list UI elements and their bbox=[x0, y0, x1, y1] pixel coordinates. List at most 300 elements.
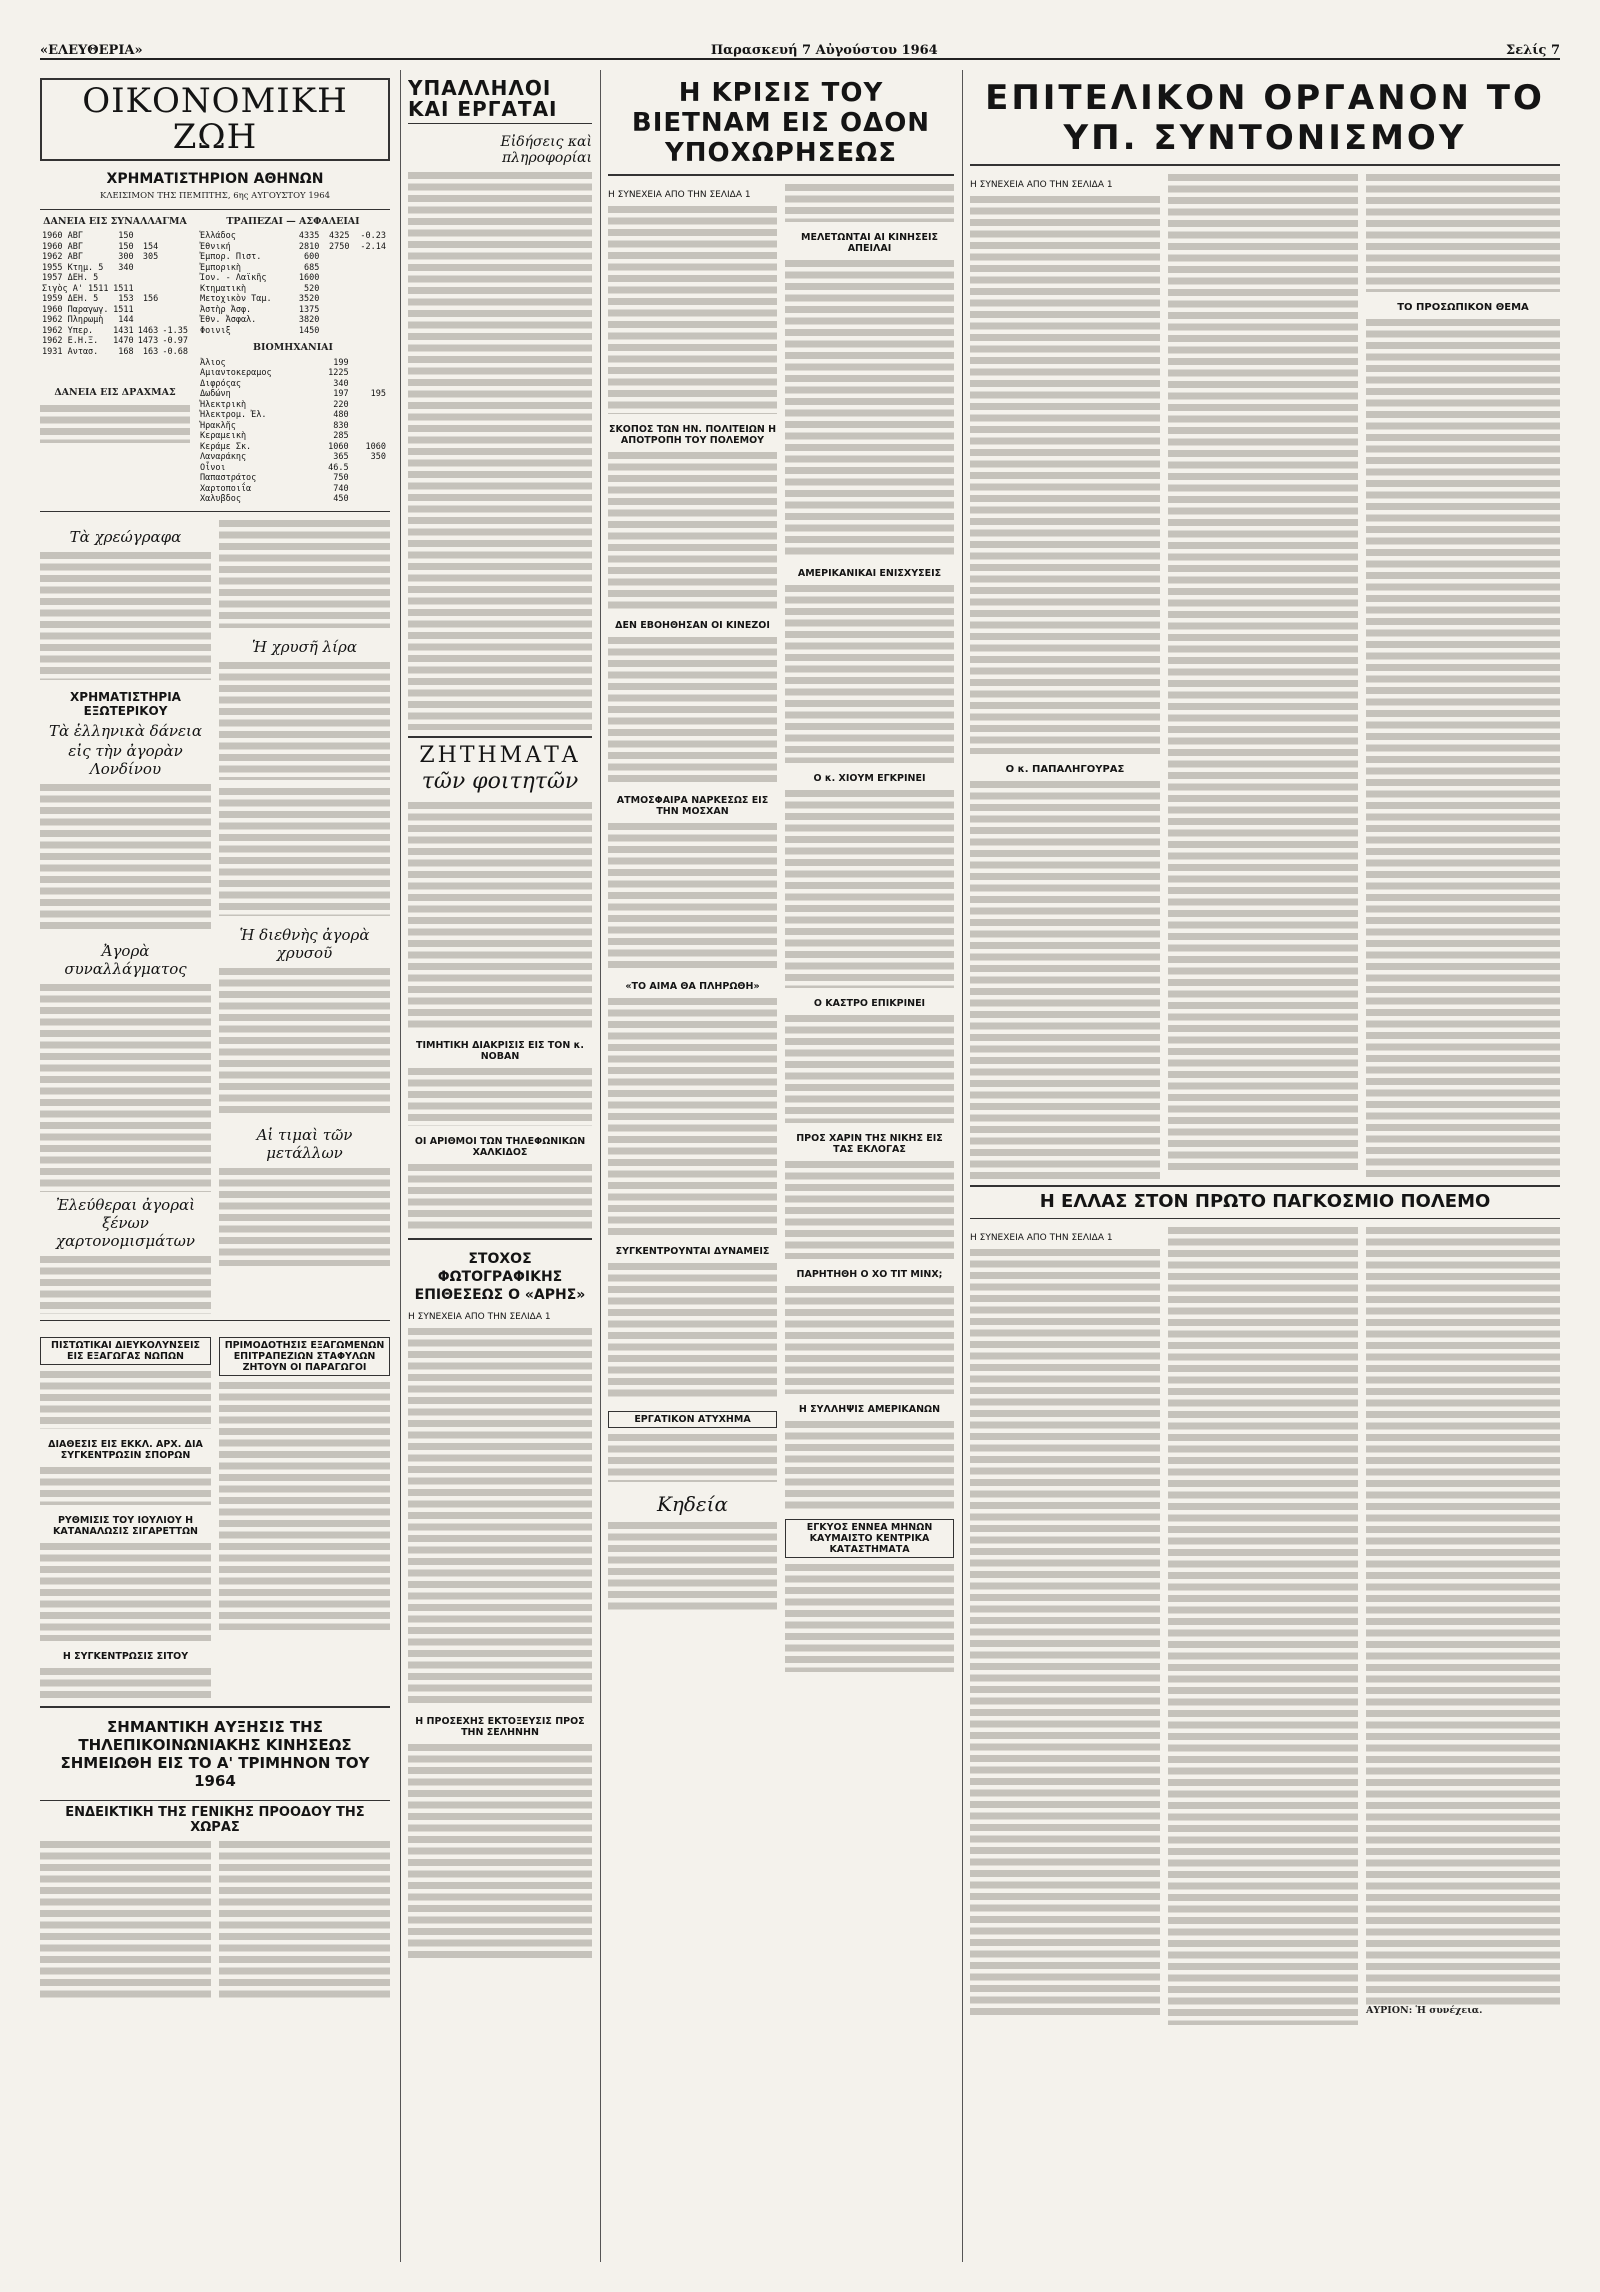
coordination-col-3 bbox=[1366, 172, 1560, 1179]
loans-cell: -0.68 bbox=[162, 346, 188, 357]
funeral-text bbox=[608, 1520, 777, 1610]
loans-row bbox=[40, 294, 190, 305]
london-text bbox=[40, 782, 211, 932]
industry-cell bbox=[351, 473, 388, 484]
coordination-continued: Η ΣΥΝΕΧΕΙΑ ΑΠΟ ΤΗΝ ΣΕΛΙΔΑ 1 bbox=[970, 180, 1113, 190]
vietnam-text-5 bbox=[608, 996, 777, 1236]
industry-row bbox=[198, 431, 388, 442]
vietnam-col-right bbox=[785, 182, 954, 1672]
vietnam-text-9 bbox=[785, 583, 954, 763]
accident-text bbox=[608, 1432, 777, 1482]
vietnam-col-left bbox=[608, 182, 777, 1672]
continued-marker: Η ΣΥΝΕΧΕΙΑ ΑΠΟ ΤΗΝ ΣΕΛΙΔΑ 1 bbox=[408, 1312, 551, 1323]
coordination-text-5 bbox=[1366, 317, 1560, 1177]
industry-cell: Ἠλεκτρομ. Ἐλ. bbox=[200, 410, 267, 421]
loans-cell: 1962 Πληρωμὴ bbox=[42, 315, 104, 326]
loans-cell: 1931 Αντασ. bbox=[42, 346, 99, 357]
industry-row bbox=[198, 410, 388, 421]
page-masthead bbox=[40, 18, 1560, 60]
banks-cell: 1375 bbox=[298, 304, 320, 315]
industry-row bbox=[198, 442, 388, 453]
loans-cell: 1470 bbox=[113, 336, 134, 347]
industry-cell bbox=[351, 358, 388, 369]
banks-row bbox=[198, 242, 388, 253]
exchange-title: ΧΡΗΜΑΤΙΣΤΗΡΙΟΝ ΑΘΗΝΩΝ bbox=[106, 171, 324, 188]
industry-cell: 1060 bbox=[328, 441, 349, 452]
banks-cell bbox=[321, 273, 351, 284]
papaligouras-heading: Ο κ. ΠΑΠΑΛΗΓΟΥΡΑΣ bbox=[1005, 764, 1125, 775]
industry-cell: Ἡρακλῆς bbox=[200, 420, 236, 431]
loans-cell: 1960 ΑΒΓ bbox=[42, 241, 83, 252]
loans-cell: 1962 Ε.Η.Ξ. bbox=[42, 336, 99, 347]
banks-row bbox=[198, 326, 388, 337]
industry-row bbox=[198, 494, 388, 505]
loans-row bbox=[40, 315, 190, 326]
industry-cell: 750 bbox=[333, 473, 349, 484]
industry-row bbox=[198, 421, 388, 432]
page-number: Σελίς 7 bbox=[1506, 43, 1560, 58]
banks-header: ΤΡΑΠΕΖΑΙ — ΑΣΦΑΛΕΙΑΙ bbox=[226, 215, 360, 227]
banks-cell bbox=[321, 315, 351, 326]
vietnam-text-3 bbox=[608, 635, 777, 785]
loans-cell: 1960 ΑΒΓ bbox=[42, 231, 83, 242]
coordination-section bbox=[970, 78, 1560, 2278]
economy-title-box bbox=[40, 78, 390, 161]
export-text bbox=[219, 1380, 390, 1630]
metal-prices-heading: Αἱ τιμαὶ τῶν μετάλλων bbox=[256, 1125, 353, 1162]
loans-cell bbox=[160, 252, 190, 263]
banks-cell bbox=[321, 284, 351, 295]
loans-cell bbox=[136, 284, 161, 295]
industry-row bbox=[198, 379, 388, 390]
banks-cell: Κτηματικὴ bbox=[200, 283, 247, 294]
loans-cell: 340 bbox=[118, 262, 134, 273]
column-rule bbox=[600, 70, 601, 2262]
telecom-text-right bbox=[219, 1839, 390, 1999]
industry-cell: 46.5 bbox=[328, 462, 349, 473]
industries-table bbox=[198, 358, 388, 505]
vietnam-h2: ΔΕΝ ΕΒΟΗΘΗΣΑΝ ΟΙ ΚΙΝΕΖΟΙ bbox=[615, 620, 770, 631]
banks-row bbox=[198, 252, 388, 263]
industry-cell: Κεράμε Σκ. bbox=[200, 441, 252, 452]
student-issues-subtitle: τῶν φοιτητῶν bbox=[421, 769, 579, 795]
economy-right-col bbox=[219, 518, 390, 1314]
vietnam-section bbox=[608, 78, 954, 2278]
industry-cell bbox=[351, 463, 388, 474]
industry-cell: 350 bbox=[370, 452, 386, 463]
industry-cell: Παπαστράτος bbox=[200, 473, 257, 484]
loans-cell: 1463 bbox=[137, 325, 159, 336]
export-heading: ΠΡΙΜΟΔΟΤΗΣΙΣ ΕΞΑΓΩΜΕΝΩΝ ΕΠΙΤΡΑΠΕΖΙΩΝ ΣΤΑΦΥΛΩΝ ΖΗΤΟΥΝ ΟΙ ΠΑΡΑΓΩΓΟΙ bbox=[219, 1337, 390, 1376]
loans-row bbox=[40, 305, 190, 316]
banks-row bbox=[198, 273, 388, 284]
vietnam-text-8 bbox=[785, 258, 954, 558]
industry-cell: 1225 bbox=[328, 368, 349, 379]
loans-cell bbox=[160, 305, 190, 316]
industry-row bbox=[198, 368, 388, 379]
industry-cell: Δωδώνη bbox=[200, 389, 231, 400]
banks-cell bbox=[352, 326, 388, 337]
market-tables bbox=[40, 216, 390, 505]
industry-row bbox=[198, 484, 388, 495]
banks-cell: Μετοχικὸν Ταμ. bbox=[200, 294, 272, 305]
banks-cell: 2810 bbox=[298, 241, 320, 252]
employees-text bbox=[408, 170, 592, 730]
banks-cell bbox=[352, 315, 388, 326]
industry-cell: Ἠλεκτρικὴ bbox=[200, 399, 247, 410]
banks-cell: 1600 bbox=[298, 273, 320, 284]
loans-cell bbox=[160, 284, 190, 295]
gold-market-heading: Ἡ διεθνὴς ἀγορὰ χρυσοῦ bbox=[239, 925, 370, 962]
personnel-heading: ΤΟ ΠΡΟΣΩΠΙΚΟΝ ΘΕΜΑ bbox=[1397, 302, 1529, 313]
industry-row bbox=[198, 452, 388, 463]
industry-cell bbox=[351, 379, 388, 390]
banks-cell bbox=[352, 263, 388, 274]
banks-cell: Ἰον. - Λαϊκῆς bbox=[200, 273, 267, 284]
industry-cell: Χαρτοποιΐα bbox=[200, 483, 252, 494]
coordination-col-2 bbox=[1168, 172, 1358, 1179]
economy-section bbox=[40, 78, 390, 2278]
loans-cell: 1962 Υπερ. bbox=[42, 325, 94, 336]
foreign-exchange-title: ΧΡΗΜΑΤΙΣΤΗΡΙΑ ΕΞΩΤΕΡΙΚΟΥ bbox=[70, 689, 181, 718]
industry-cell bbox=[351, 368, 388, 379]
loans-row bbox=[40, 252, 190, 263]
coordination-text-4 bbox=[1366, 172, 1560, 292]
vietnam-columns bbox=[608, 182, 954, 1672]
vietnam-h3: ΑΤΜΟΣΦΑΙΡΑ ΝΑΡΚΕΣΩΣ ΕΙΣ ΤΗΝ ΜΟΣΧΑΝ bbox=[616, 795, 769, 817]
industry-cell: Ἀλιος bbox=[200, 357, 226, 368]
loans-row bbox=[40, 347, 190, 358]
industry-cell: 740 bbox=[333, 483, 349, 494]
fee-text bbox=[408, 1066, 592, 1126]
vietnam-text-10 bbox=[785, 788, 954, 988]
loans-table bbox=[40, 231, 190, 357]
vietnam-text-7 bbox=[785, 182, 954, 222]
banks-cell bbox=[321, 326, 351, 337]
loans-cell: 1431 bbox=[113, 325, 134, 336]
industry-cell: Λαναράκης bbox=[200, 452, 247, 463]
industry-cell: 199 bbox=[333, 357, 349, 368]
loans-cell bbox=[111, 273, 136, 284]
exchange-subtitle: ΚΛΕΙΣΙΜΟΝ ΤΗΣ ΠΕΜΠΤΗΣ, 6ης ΑΥΓΟΥΣΤΟΥ 1964 bbox=[99, 191, 331, 202]
banks-cell: Φοινιξ bbox=[200, 325, 231, 336]
industry-cell: 830 bbox=[333, 420, 349, 431]
gold-market-text bbox=[219, 966, 390, 1116]
industry-cell: 1060 bbox=[365, 441, 386, 452]
column-rule bbox=[400, 70, 401, 2262]
cotton-heading: ΔΙΑΘΕΣΙΣ ΕΙΣ ΕΚΚΛ. ΑΡΧ. ΔΙΑ ΣΥΓΚΕΝΤΡΩΣΙΝ ΣΠΟΡΩΝ bbox=[48, 1438, 203, 1461]
student-issues-title: ΖΗΤΗΜΑΤΑ bbox=[419, 743, 581, 768]
loans-row bbox=[40, 326, 190, 337]
banks-cell: 2750 bbox=[329, 241, 350, 252]
banks-cell bbox=[352, 305, 388, 316]
bonds-continued-text bbox=[219, 518, 390, 628]
vietnam-h9: Ο ΚΑΣΤΡΟ ΕΠΙΚΡΙΝΕΙ bbox=[813, 998, 926, 1009]
loans-row bbox=[40, 336, 190, 347]
telecom-headline: ΣΗΜΑΝΤΙΚΗ ΑΥΞΗΣΙΣ ΤΗΣ ΤΗΛΕΠΙΚΟΙΝΩΝΙΑΚΗΣ ΚΙΝΗΣΕΩΣ ΣΗΜΕΙΩΘΗ ΕΙΣ ΤΟ Α' ΤΡΙΜΗΝΟΝ ΤΟΥ 1964 bbox=[60, 1717, 370, 1790]
economy-title: ΟΙΚΟΝΟΜΙΚΗ ΖΩΗ bbox=[82, 81, 348, 157]
banks-cell bbox=[352, 294, 388, 305]
industry-cell: 220 bbox=[333, 399, 349, 410]
ww1-col-1 bbox=[970, 1225, 1160, 2025]
loans-row bbox=[40, 273, 190, 284]
fee-heading: ΤΙΜΗΤΙΚΗ ΔΙΑΚΡΙΣΙΣ ΕΙΣ ΤΟΝ κ. ΝΟΒΑΝ bbox=[416, 1040, 584, 1063]
ruling-heading: ΡΥΘΜΙΣΙΣ ΤΟΥ ΙΟΥΛΙΟΥ Η ΚΑΤΑΝΑΛΩΣΙΣ ΣΙΓΑΡΕΤΤΩΝ bbox=[53, 1514, 198, 1537]
loans-cell bbox=[160, 315, 190, 326]
economy-boxes bbox=[40, 1327, 390, 1700]
loans-table-block bbox=[40, 216, 190, 505]
banks-cell: 4335 bbox=[298, 231, 320, 242]
loans-cell: 168 bbox=[118, 346, 134, 357]
banks-cell: 600 bbox=[304, 252, 320, 263]
industry-cell bbox=[351, 421, 388, 432]
employees-subtitle: Εἰδήσεις καὶ πληροφορίαι bbox=[500, 134, 592, 166]
moon-text bbox=[408, 1742, 592, 1962]
exchange-rates-text bbox=[219, 786, 390, 916]
notes-text bbox=[40, 1254, 211, 1314]
telecom-subheadline: ΕΝΔΕΙΚΤΙΚΗ ΤΗΣ ΓΕΝΙΚΗΣ ΠΡΟΟΔΟΥ ΤΗΣ ΧΩΡΑΣ bbox=[40, 1800, 390, 1835]
loans-cell: 1959 ΔΕΗ. 5 bbox=[42, 294, 99, 305]
drachma-loans-header: ΔΑΝΕΙΑ ΕΙΣ ΔΡΑΧΜΑΣ bbox=[54, 387, 176, 399]
loans-cell bbox=[160, 263, 190, 274]
telecom-text-left bbox=[40, 1839, 211, 1999]
telecom-body bbox=[40, 1839, 390, 1999]
banks-cell: 520 bbox=[304, 283, 320, 294]
ww1-text-2 bbox=[1168, 1225, 1358, 2025]
loans-row bbox=[40, 263, 190, 274]
loans-cell: 156 bbox=[142, 294, 159, 305]
vietnam-text-4 bbox=[608, 821, 777, 971]
ww1-col-3 bbox=[1366, 1225, 1560, 2025]
banks-row bbox=[198, 294, 388, 305]
funeral-heading: Κηδεία bbox=[656, 1492, 729, 1516]
free-markets-heading: Ἐλεύθεραι ἀγοραὶ bbox=[55, 1195, 196, 1214]
banks-cell: Ἐθνική bbox=[200, 241, 231, 252]
economy-box-right bbox=[219, 1327, 390, 1700]
vietnam-text-13 bbox=[785, 1284, 954, 1394]
ww1-text-1 bbox=[970, 1247, 1160, 2017]
credit-heading: ΠΙΣΤΩΤΙΚΑΙ ΔΙΕΥΚΟΛΥΝΣΕΙΣ ΕΙΣ ΕΞΑΓΩΓΑΣ ΝΩΠΩΝ bbox=[40, 1337, 211, 1365]
banks-table bbox=[198, 231, 388, 336]
industry-cell: Οἶνοι bbox=[200, 462, 226, 473]
vietnam-h12: Η ΣΥΛΛΗΨΙΣ ΑΜΕΡΙΚΑΝΩΝ bbox=[798, 1404, 941, 1415]
ww1-footer: ΑΥΡΙΟΝ: Ἡ συνέχεια. bbox=[1366, 2004, 1483, 2016]
ruling-text bbox=[40, 1541, 211, 1641]
student-issues-text bbox=[408, 800, 592, 1030]
industry-cell: 365 bbox=[333, 452, 349, 463]
gold-sovereign-heading: Ἡ χρυσῆ λίρα bbox=[251, 637, 357, 656]
loans-cell bbox=[136, 315, 161, 326]
gold-text bbox=[219, 660, 390, 780]
loans-cell: 1511 bbox=[113, 304, 134, 315]
vietnam-text-12 bbox=[785, 1159, 954, 1259]
london-market-heading: εἰς τὴν ἀγορὰν Λονδίνου bbox=[68, 741, 183, 778]
wheat-text bbox=[40, 1666, 211, 1700]
industry-cell: Κεραμεικὴ bbox=[200, 431, 247, 442]
loans-cell: 305 bbox=[142, 252, 159, 263]
economy-left-col bbox=[40, 518, 211, 1314]
drachma-loans-text bbox=[40, 403, 190, 443]
banks-cell: Ἀστὴρ Ἀσφ. bbox=[200, 304, 252, 315]
vietnam-h5: ΣΥΓΚΕΝΤΡΟΥΝΤΑΙ ΔΥΝΑΜΕΙΣ bbox=[615, 1246, 770, 1257]
loans-row bbox=[40, 284, 190, 295]
vietnam-text-2 bbox=[608, 450, 777, 610]
vietnam-text-6 bbox=[608, 1261, 777, 1401]
fx-text bbox=[40, 982, 211, 1192]
banks-cell: 1450 bbox=[298, 325, 320, 336]
employees-section bbox=[408, 78, 592, 2278]
economy-box-left bbox=[40, 1327, 211, 1700]
ww1-text-3 bbox=[1366, 1225, 1560, 2005]
numbers-heading: ΟΙ ΑΡΙΘΜΟΙ ΤΩΝ ΤΗΛΕΦΩΝΙΚΩΝ ΧΑΛΚΙΔΟΣ bbox=[414, 1136, 586, 1159]
moon-heading: Η ΠΡΟΣΕΧΗΣ ΕΚΤΟΞΕΥΣΙΣ ΠΡΟΣ ΤΗΝ ΣΕΛΗΝΗΝ bbox=[415, 1716, 585, 1739]
banks-cell: -0.23 bbox=[360, 231, 386, 242]
greek-loans-heading: Τὰ ἑλληνικὰ δάνεια bbox=[48, 721, 203, 740]
industry-row bbox=[198, 463, 388, 474]
vietnam-continued: Η ΣΥΝΕΧΕΙΑ ΑΠΟ ΤΗΝ ΣΕΛΙΔΑ 1 bbox=[608, 190, 751, 200]
loans-cell: 163 bbox=[142, 346, 159, 357]
coordination-col-1 bbox=[970, 172, 1160, 1179]
vietnam-h4: «ΤΟ ΑΙΜΑ ΘΑ ΠΛΗΡΩΘΗ» bbox=[625, 981, 760, 992]
fx-market-heading: Ἀγορὰ συναλλάγματος bbox=[64, 941, 187, 978]
photo-text bbox=[408, 1326, 592, 1706]
bonds-heading: Τὰ χρεώγραφα bbox=[69, 527, 182, 546]
banks-row bbox=[198, 305, 388, 316]
coordination-text-3 bbox=[1168, 172, 1358, 1172]
economy-lower bbox=[40, 518, 390, 1314]
loans-cell: 154 bbox=[142, 241, 159, 252]
industry-row bbox=[198, 400, 388, 411]
industry-cell: Διφρόςας bbox=[200, 378, 241, 389]
banks-cell bbox=[352, 284, 388, 295]
banks-cell: Ἑλλάδος bbox=[200, 231, 236, 242]
coordination-text-1 bbox=[970, 194, 1160, 754]
loans-cell: 150 bbox=[118, 231, 134, 242]
banks-cell: Ἐθν. Ἀσφαλ. bbox=[200, 315, 257, 326]
banks-cell bbox=[352, 252, 388, 263]
wheat-heading: Η ΣΥΓΚΕΝΤΡΩΣΙΣ ΣΙΤΟΥ bbox=[62, 1650, 189, 1662]
industry-cell: 450 bbox=[333, 494, 349, 505]
industry-row bbox=[198, 473, 388, 484]
ww1-continued: Η ΣΥΝΕΧΕΙΑ ΑΠΟ ΤΗΝ ΣΕΛΙΔΑ 1 bbox=[970, 1232, 1113, 1243]
industry-cell bbox=[351, 494, 388, 505]
banks-cell bbox=[321, 305, 351, 316]
loans-cell bbox=[160, 242, 190, 253]
banks-table-block bbox=[198, 216, 388, 505]
loans-cell: -1.35 bbox=[162, 325, 188, 336]
banks-row bbox=[198, 263, 388, 274]
photo-heading: ΣΤΟΧΟΣ ΦΩΤΟΓΡΑΦΙΚΗΣ ΕΠΙΘΕΣΕΩΣ Ο «ΑΡΗΣ» bbox=[414, 1251, 586, 1304]
banks-cell bbox=[352, 273, 388, 284]
banks-row bbox=[198, 231, 388, 242]
vietnam-headline: Η ΚΡΙΣΙΣ ΤΟΥ ΒΙΕΤΝΑΜ ΕΙΣ ΟΔΟΝ ΥΠΟΧΩΡΗΣΕΩΣ bbox=[631, 78, 931, 168]
loans-cell: 300 bbox=[118, 252, 134, 263]
loans-cell: 153 bbox=[118, 294, 134, 305]
vietnam-text-1 bbox=[608, 204, 777, 414]
accident-heading: ΕΡΓΑΤΙΚΟΝ ΑΤΥΧΗΜΑ bbox=[608, 1411, 777, 1428]
loans-cell: Σιγὸς Α' 1511 bbox=[42, 283, 109, 294]
loans-cell: 150 bbox=[118, 241, 134, 252]
vietnam-h10: ΠΡΟΣ ΧΑΡΙΝ ΤΗΣ ΝΙΚΗΣ ΕΙΣ ΤΑΣ ΕΚΛΟΓΑΣ bbox=[796, 1133, 943, 1155]
industry-cell: Χαλυβδος bbox=[200, 494, 241, 505]
loans-header: ΔΑΝΕΙΑ ΕΙΣ ΣΥΝΑΛΛΑΓΜΑ bbox=[43, 215, 187, 227]
banks-cell: -2.14 bbox=[360, 241, 386, 252]
loans-cell: -0.97 bbox=[162, 336, 188, 347]
loans-cell: 144 bbox=[118, 315, 134, 326]
banks-cell: 4325 bbox=[329, 231, 350, 242]
bonds-text bbox=[40, 550, 211, 680]
banks-cell: 3820 bbox=[298, 315, 320, 326]
numbers-text bbox=[408, 1162, 592, 1232]
banks-cell bbox=[321, 252, 351, 263]
vietnam-h7: ΑΜΕΡΙΚΑΝΙΚΑΙ ΕΝΙΣΧΥΣΕΙΣ bbox=[797, 568, 942, 579]
fine-text bbox=[785, 1562, 954, 1672]
loans-cell bbox=[160, 294, 190, 305]
banks-cell bbox=[321, 294, 351, 305]
banks-cell: Ἐμπορ. Πιστ. bbox=[200, 252, 262, 263]
loans-cell bbox=[160, 273, 190, 284]
industry-cell: 197 bbox=[333, 389, 349, 400]
industry-cell: 285 bbox=[333, 431, 349, 442]
vietnam-h8: Ο κ. ΧΙΟΥΜ ΕΓΚΡΙΝΕΙ bbox=[813, 773, 926, 784]
loans-cell: 1962 ΑΒΓ bbox=[42, 252, 83, 263]
banks-cell: 685 bbox=[304, 262, 320, 273]
banks-row bbox=[198, 284, 388, 295]
banks-cell: 3520 bbox=[298, 294, 320, 305]
fine-heading: ΕΓΚΥΟΣ ΕΝΝΕΑ ΜΗΝΩΝ ΚΑΥΜΑΙΣΤΟ ΚΕΝΤΡΙΚΑ ΚΑΤΑΣΤΗΜΑΤΑ bbox=[785, 1519, 954, 1558]
industry-row bbox=[198, 358, 388, 369]
loans-cell bbox=[136, 263, 161, 274]
column-rule bbox=[962, 70, 963, 2262]
issue-date: Παρασκευή 7 Αὐγούστου 1964 bbox=[710, 43, 938, 58]
loans-cell: 1957 ΔΕΗ. 5 bbox=[42, 273, 99, 284]
loans-cell bbox=[136, 273, 161, 284]
banks-cell bbox=[321, 263, 351, 274]
loans-row bbox=[40, 231, 190, 242]
loans-cell: 1955 Κτημ. 5 bbox=[42, 262, 104, 273]
loans-cell bbox=[160, 231, 190, 242]
vietnam-text-14 bbox=[785, 1419, 954, 1509]
metals-text bbox=[219, 1166, 390, 1266]
loans-cell bbox=[136, 305, 161, 316]
vietnam-h11: ΠΑΡΗΤΗΘΗ Ο ΧΟ ΤΙΤ ΜΙΝΧ; bbox=[796, 1269, 943, 1280]
credit-text bbox=[40, 1369, 211, 1429]
loans-cell: 1960 Παραγωγ. bbox=[42, 304, 109, 315]
loans-cell: 1511 bbox=[113, 283, 134, 294]
banks-row bbox=[198, 315, 388, 326]
industry-cell bbox=[351, 484, 388, 495]
foreign-notes-heading: ξένων χαρτονομισμάτων bbox=[56, 1213, 195, 1250]
banks-cell: Ἐμπορικὴ bbox=[200, 262, 241, 273]
employees-title: ΥΠΑΛΛΗΛΟΙ ΚΑΙ ΕΡΓΑΤΑΙ bbox=[408, 78, 592, 124]
newspaper-name: «ΕΛΕΥΘΕΡΙΑ» bbox=[40, 43, 143, 58]
industry-cell: 340 bbox=[333, 378, 349, 389]
industries-header: ΒΙΟΜΗΧΑΝΙΑΙ bbox=[253, 342, 333, 354]
industry-cell: Αμιαντοκεραμος bbox=[200, 368, 272, 379]
industry-row bbox=[198, 389, 388, 400]
vietnam-h1: ΣΚΟΠΟΣ ΤΩΝ ΗΝ. ΠΟΛΙΤΕΙΩΝ Η ΑΠΟΤΡΟΠΗ ΤΟΥ ΠΟΛΕΜΟΥ bbox=[608, 424, 777, 446]
ww1-headline: Η ΕΛΛΑΣ ΣΤΟΝ ΠΡΩΤΟ ΠΑΓΚΟΣΜΙΟ ΠΟΛΕΜΟ bbox=[1039, 1191, 1491, 1212]
coordination-text-2 bbox=[970, 779, 1160, 1179]
loans-cell bbox=[136, 231, 161, 242]
industry-cell bbox=[351, 400, 388, 411]
industry-cell bbox=[351, 410, 388, 421]
coordination-headline: ΕΠΙΤΕΛΙΚΟΝ ΟΡΓΑΝΟΝ ΤΟ ΥΠ. ΣΥΝΤΟΝΙΣΜΟΥ bbox=[985, 78, 1545, 158]
industry-cell: 195 bbox=[370, 389, 386, 400]
cotton-text bbox=[40, 1465, 211, 1505]
vietnam-h6: ΜΕΛΕΤΩΝΤΑΙ ΑΙ ΚΙΝΗΣΕΙΣ ΑΠΕΙΛΑΙ bbox=[801, 232, 938, 254]
vietnam-text-11 bbox=[785, 1013, 954, 1123]
